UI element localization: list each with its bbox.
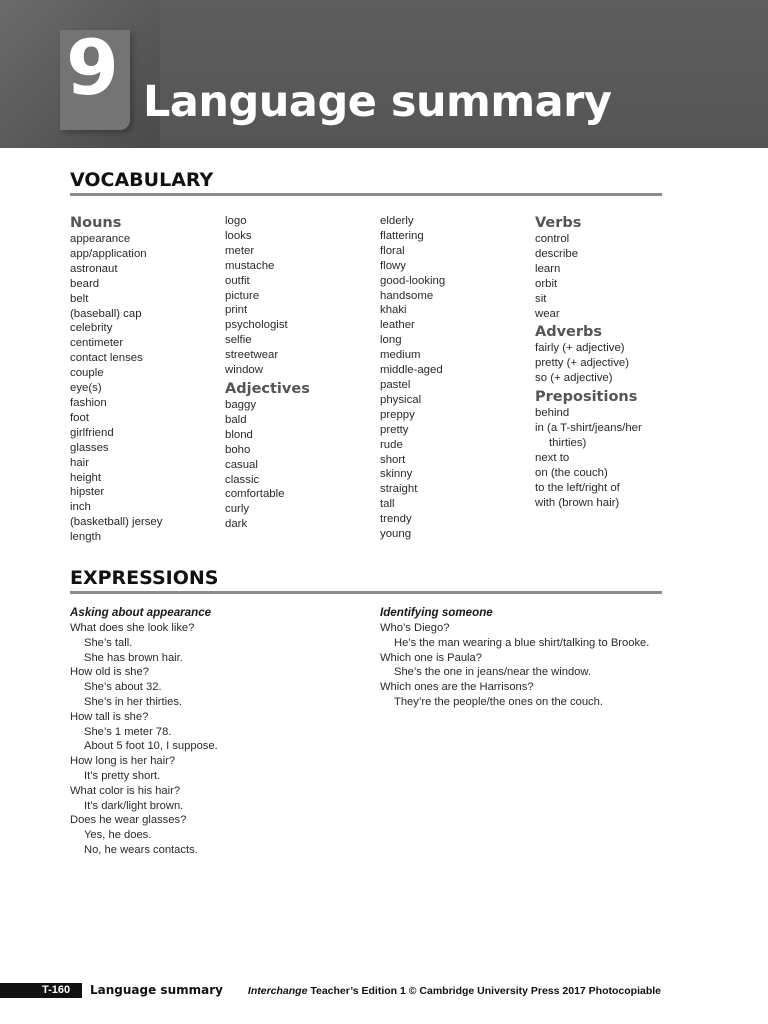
preposition-item: thirties) [549, 436, 587, 449]
footer-credit [248, 984, 661, 998]
prepositions-list [535, 406, 685, 510]
expression-line-question: How old is she? [70, 666, 149, 679]
asking-about-appearance-heading: Asking about appearance [70, 606, 212, 619]
adverbs-heading: Adverbs [535, 324, 603, 341]
footer-credit-text: Teacher’s Edition 1 © Cambridge University Press 2017 Photocopiable [307, 985, 661, 997]
noun-item: looks [225, 229, 252, 242]
adjective-item: young [380, 528, 412, 541]
verb-item: wear [535, 307, 560, 320]
noun-item: picture [225, 289, 260, 302]
noun-item: mustache [225, 259, 275, 272]
adjective-item: long [380, 334, 402, 347]
expression-line-response: She’s the one in jeans/near the window. [394, 666, 591, 679]
noun-item: centimeter [70, 337, 124, 350]
noun-item: inch [70, 501, 91, 514]
noun-item: foot [70, 411, 89, 424]
page-title: Language summary [143, 77, 612, 127]
prepositions-heading: Prepositions [535, 389, 638, 406]
adjective-item: curly [225, 503, 250, 516]
adjective-item: trendy [380, 513, 412, 526]
noun-item: fashion [70, 396, 107, 409]
footer-credit-title: Interchange [247, 985, 308, 997]
vocab-column-2 [225, 214, 375, 532]
preposition-item: behind [535, 407, 570, 420]
noun-item: hair [70, 456, 89, 469]
verb-item: learn [535, 262, 561, 275]
expression-line-response: She’s tall. [84, 636, 133, 649]
expression-line-response: No, he wears contacts. [84, 843, 198, 856]
adjective-item: preppy [380, 408, 415, 421]
expression-line-response: She’s in her thirties. [84, 695, 183, 708]
verb-item: orbit [535, 277, 558, 290]
noun-item: height [70, 471, 102, 484]
adjective-item: baggy [225, 398, 257, 411]
expressions-right-column [380, 605, 670, 710]
noun-item: psychologist [225, 319, 288, 332]
expression-line-response: She has brown hair. [84, 651, 183, 664]
adjective-item: dark [225, 518, 248, 531]
noun-item: eye(s) [70, 382, 102, 395]
expression-line-question: How tall is she? [70, 710, 149, 723]
expression-line-response: It’s dark/light brown. [84, 799, 184, 812]
expression-line-question: Which one is Paula? [380, 651, 482, 664]
adverbs-list [535, 341, 685, 386]
noun-item: contact lenses [70, 352, 143, 365]
adjective-item: boho [225, 443, 251, 456]
expression-line-response: Yes, he does. [84, 829, 152, 842]
preposition-item: on (the couch) [535, 466, 608, 479]
verb-item: describe [535, 247, 579, 260]
adjective-item: skinny [380, 468, 413, 481]
adjective-item: flowy [380, 259, 406, 272]
noun-item: glasses [70, 441, 109, 454]
vocab-column-1 [70, 214, 220, 545]
expression-line-response: He’s the man wearing a blue shirt/talking to Brooke. [394, 636, 650, 649]
identifying-someone-lines [380, 621, 670, 710]
adjective-item: physical [380, 393, 422, 406]
identifying-someone-heading: Identifying someone [380, 606, 493, 619]
adjective-item: floral [380, 244, 405, 257]
expression-line-question: What does she look like? [70, 622, 195, 634]
adverb-item: so (+ adjective) [535, 372, 613, 385]
noun-item: beard [70, 277, 100, 290]
adjective-item: medium [380, 349, 421, 362]
adjective-item: bald [225, 413, 247, 426]
adjective-item: pastel [380, 378, 411, 391]
adjective-item: pretty [380, 423, 409, 436]
adjectives-heading: Adjectives [225, 380, 310, 397]
nouns-list-continued [225, 214, 375, 378]
adjective-item: straight [380, 483, 418, 496]
adjective-item: leather [380, 319, 415, 332]
adjectives-list-continued [380, 214, 530, 542]
unit-header [0, 0, 768, 148]
preposition-item: next to [535, 451, 570, 464]
noun-item: (basketball) jersey [70, 516, 163, 529]
preposition-item: to the left/right of [535, 481, 620, 494]
preposition-item: in (a T-shirt/jeans/her [535, 422, 642, 435]
adjective-item: middle-aged [380, 364, 443, 377]
verb-item: sit [535, 292, 547, 305]
footer-page-number: T-160 [42, 984, 71, 996]
adjective-item: comfortable [225, 488, 285, 501]
vocabulary-heading: VOCABULARY [70, 169, 214, 191]
expression-line-response: They’re the people/the ones on the couch. [394, 695, 603, 708]
preposition-item: with (brown hair) [535, 496, 620, 509]
vocab-column-3 [380, 214, 530, 542]
expression-line-response: She’s 1 meter 78. [84, 725, 172, 738]
asking-about-appearance-lines [70, 621, 370, 858]
adjective-item: blond [225, 428, 253, 441]
noun-item: logo [225, 215, 247, 227]
adjective-item: rude [380, 438, 403, 451]
vocabulary-rule [70, 193, 662, 196]
footer-section-label: Language summary [90, 983, 223, 997]
noun-item: girlfriend [70, 426, 114, 439]
noun-item: window [225, 364, 263, 377]
verb-item: control [535, 233, 570, 245]
adjective-item: good-looking [380, 274, 446, 287]
noun-item: astronaut [70, 262, 118, 275]
expression-line-question: Does he wear glasses? [70, 814, 187, 827]
noun-item: hipster [70, 486, 105, 499]
nouns-heading: Nouns [70, 215, 122, 231]
noun-item: outfit [225, 274, 250, 287]
unit-number: 9 [66, 23, 119, 112]
adjective-item: khaki [380, 304, 407, 317]
adverb-item: pretty (+ adjective) [535, 357, 630, 370]
expression-line-question: Who’s Diego? [380, 622, 450, 634]
expression-line-response: It’s pretty short. [84, 769, 161, 782]
expression-line-question: What color is his hair? [70, 784, 181, 797]
adjective-item: elderly [380, 215, 414, 227]
adjective-item: classic [225, 473, 260, 486]
adjective-item: flattering [380, 229, 424, 242]
noun-item: app/application [70, 247, 147, 260]
noun-item: selfie [225, 334, 252, 347]
noun-item: (baseball) cap [70, 307, 142, 320]
expressions-left-column [70, 605, 370, 858]
expressions-heading: EXPRESSIONS [70, 567, 219, 589]
adjective-item: tall [380, 498, 395, 511]
expressions-rule [70, 591, 662, 594]
adjective-item: short [380, 453, 406, 466]
noun-item: celebrity [70, 322, 113, 335]
noun-item: length [70, 531, 102, 544]
expression-line-question: Which ones are the Harrisons? [380, 681, 534, 694]
noun-item: meter [225, 244, 255, 257]
vocab-column-4 [535, 214, 685, 511]
noun-item: appearance [70, 233, 131, 245]
adjective-item: handsome [380, 289, 434, 302]
adjective-item: casual [225, 458, 258, 471]
expression-line-response: She’s about 32. [84, 681, 162, 694]
noun-item: couple [70, 367, 104, 380]
adverb-item: fairly (+ adjective) [535, 342, 625, 355]
adjectives-list [225, 398, 375, 532]
expression-line-question: How long is her hair? [70, 755, 176, 768]
noun-item: streetwear [225, 349, 279, 362]
verbs-list [535, 232, 685, 321]
nouns-list [70, 232, 220, 545]
verbs-heading: Verbs [535, 215, 582, 231]
expression-line-response: About 5 foot 10, I suppose. [84, 740, 218, 753]
noun-item: print [225, 304, 248, 317]
noun-item: belt [70, 292, 89, 305]
